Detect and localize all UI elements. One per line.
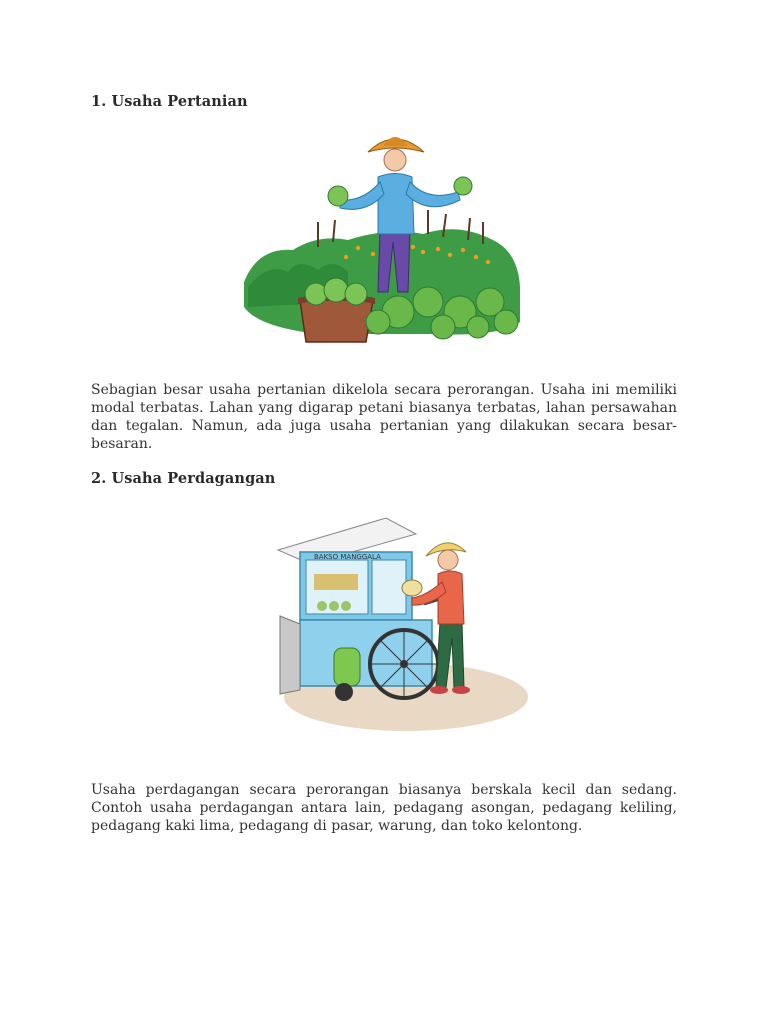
paragraph-pertanian: Sebagian besar usaha pertanian dikelola secara perorangan. Usaha ini memiliki modal terbatas. Lahan yang digarap petani biasanya terbatas, lahan persawahan dan tegalan. Namun, ada juga usaha pertanian yang dilakukan secara besar-besaran. (91, 382, 677, 452)
paragraph-perdagangan: Usaha perdagangan secara perorangan biasanya berskala kecil dan sedang. Contoh usaha perdagangan antara lain, pedagang asongan, pedagang keliling, pedagang kaki lima, pedagang di pasar, warung, dan toko kelontong. (91, 782, 677, 834)
farmer-with-cabbages-illustration (238, 122, 523, 347)
section-heading-perdagangan: 2. Usaha Perdagangan (91, 470, 276, 487)
section-heading-pertanian: 1. Usaha Pertanian (91, 93, 248, 110)
street-vendor-cart-illustration (274, 512, 529, 734)
cart-sign: BAKSO MANGGALA (314, 553, 381, 561)
